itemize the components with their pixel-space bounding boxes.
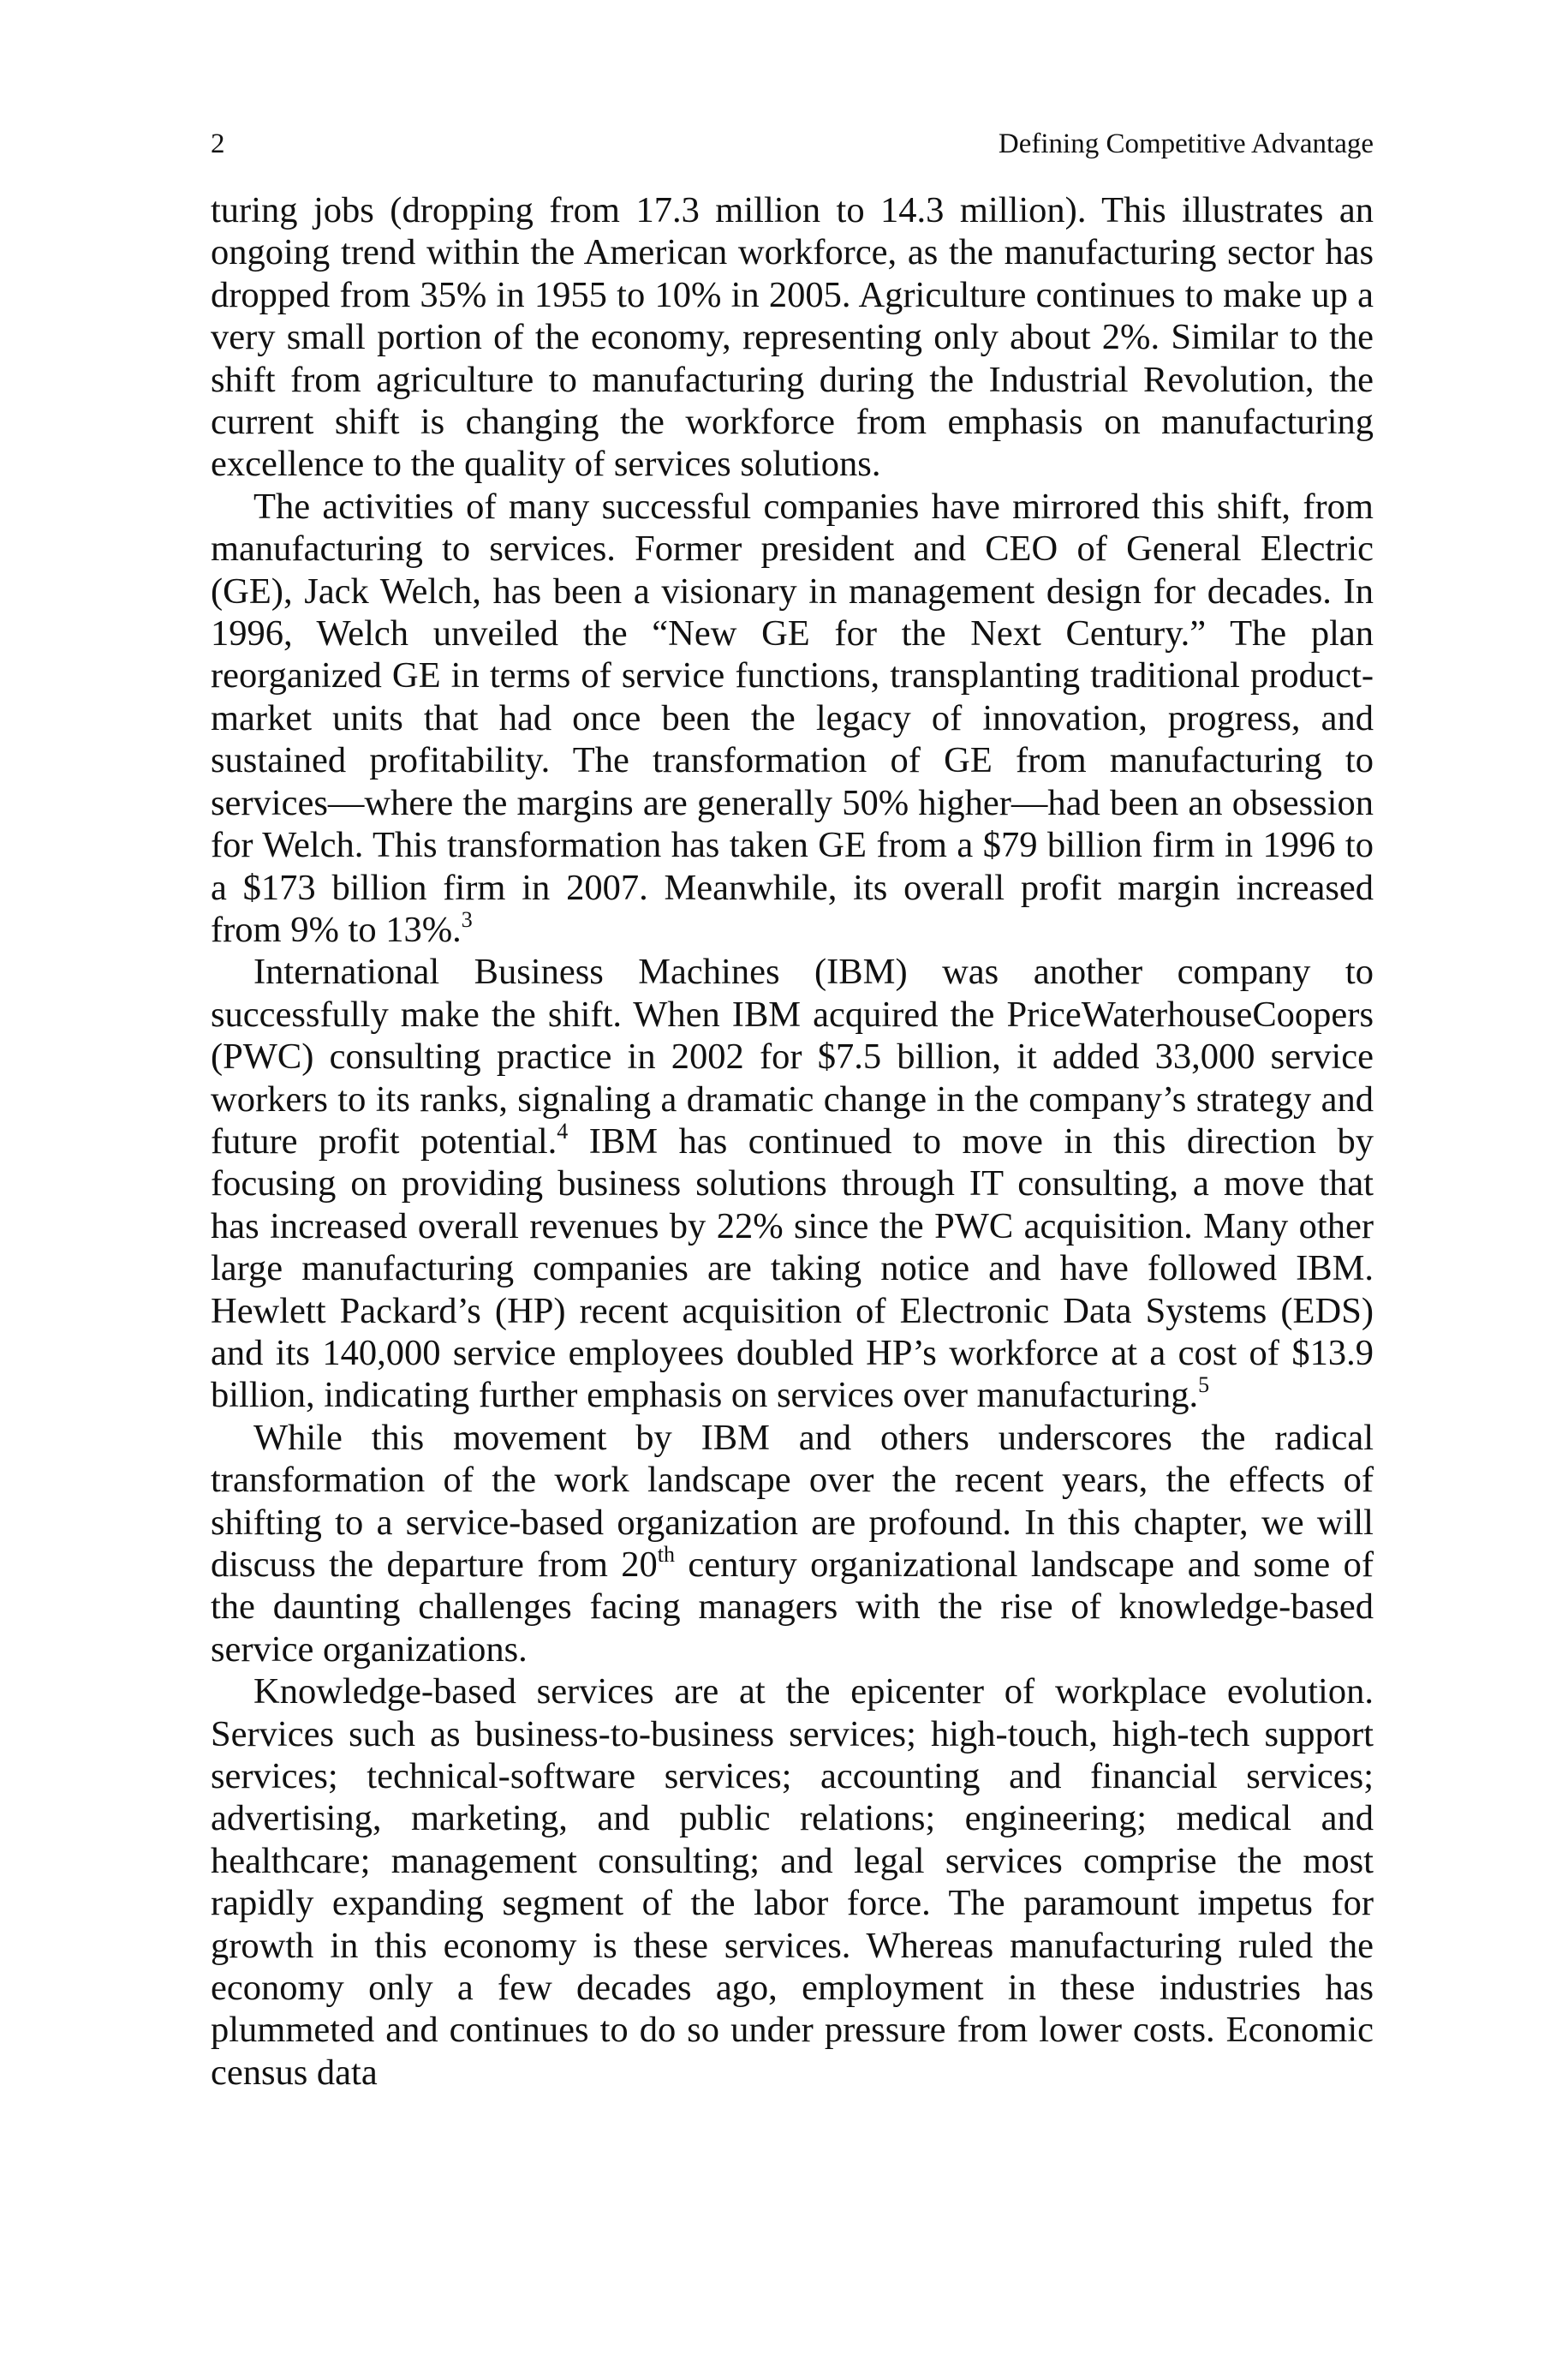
paragraph-4 [211, 1417, 1374, 1670]
paragraph-2 [211, 486, 1374, 951]
paragraph-text: While this movement by IBM and others underscores the radical transformation of the work landscape over the recent years, the effects of shifting to a service-based organization are profound. In this chapter, we will discuss the departure from 20 [211, 1417, 1374, 1585]
footnote-ref-4: 4 [557, 1118, 569, 1144]
paragraph-text: International Business Machines (IBM) was another company to successfully make the shift. When IBM acquired the PriceWaterhouseCoopers (PWC) consulting practice in 2002 for $7.5 billion, it added 33,000 service workers to its ranks, signaling a dramatic change in the company’s strategy and future profit potential. [211, 952, 1374, 1162]
paragraph-text: turing jobs (dropping from 17.3 million to 14.3 million). This illustrates an ongoing trend within the American workforce, as the manufacturing sector has dropped from 35% in 1955 to 10% in 2005. Agriculture continues to make up a very small portion of the economy, representing only about 2%. Similar to the shift from agriculture to manufacturing during the Industrial Revolution, the current shift is changing the workforce from emphasis on manufacturing excellence to the quality of services solutions. [211, 190, 1374, 485]
running-header [211, 127, 1374, 161]
footnote-ref-3: 3 [461, 906, 473, 932]
paragraph-1 [211, 189, 1374, 486]
body-text [211, 189, 1374, 2094]
ordinal-suffix: th [657, 1542, 675, 1567]
paragraph-5 [211, 1670, 1374, 2094]
paragraph-3 [211, 951, 1374, 1416]
footnote-ref-5: 5 [1198, 1372, 1210, 1398]
paragraph-text: century organizational landscape and some of the daunting challenges facing managers with the rise of knowledge-based service organizations. [211, 1545, 1374, 1670]
paragraph-text: Knowledge-based services are at the epicenter of workplace evolution. Services such as business-to-business services; high-touch, high-tech support services; technical-software services; accounting and financial services; advertising, marketing, and public relations; engineering; medical and healthcare; management consulting; and legal services comprise the most rapidly expanding segment of the labor force. The paramount impetus for growth in this economy is these services. Whereas manufacturing ruled the economy only a few decades ago, employment in these industries has plummeted and continues to do so under pressure from lower costs. Economic census data [211, 1671, 1374, 2093]
page-number: 2 [211, 128, 225, 159]
running-title: Defining Competitive Advantage [998, 128, 1374, 159]
paragraph-text: IBM has continued to move in this direction by focusing on providing business solutions through IT consulting, a move that has increased overall revenues by 22% since the PWC acquisition. Many other large manufacturing companies are taking notice and have followed IBM. Hewlett Packard’s (HP) recent acquisition of Electronic Data Systems (EDS) and its 140,000 service employees doubled HP’s workforce at a cost of $13.9 billion, indicating further emphasis on services over manufacturing. [211, 1120, 1374, 1416]
paragraph-text: The activities of many successful companies have mirrored this shift, from manufacturing to services. Former president and CEO of General Electric (GE), Jack Welch, has been a visionary in management design for decades. In 1996, Welch unveiled the “New GE for the Next Century.” The plan reorganized GE in terms of service functions, transplanting traditional product-market units that had once been the legacy of innovation, progress, and sustained profitability. The transformation of GE from manufacturing to services—where the margins are generally 50% higher—had been an obsession for Welch. This transformation has taken GE from a $79 billion firm in 1996 to a $173 billion firm in 2007. Meanwhile, its overall profit margin increased from 9% to 13%. [211, 486, 1374, 950]
